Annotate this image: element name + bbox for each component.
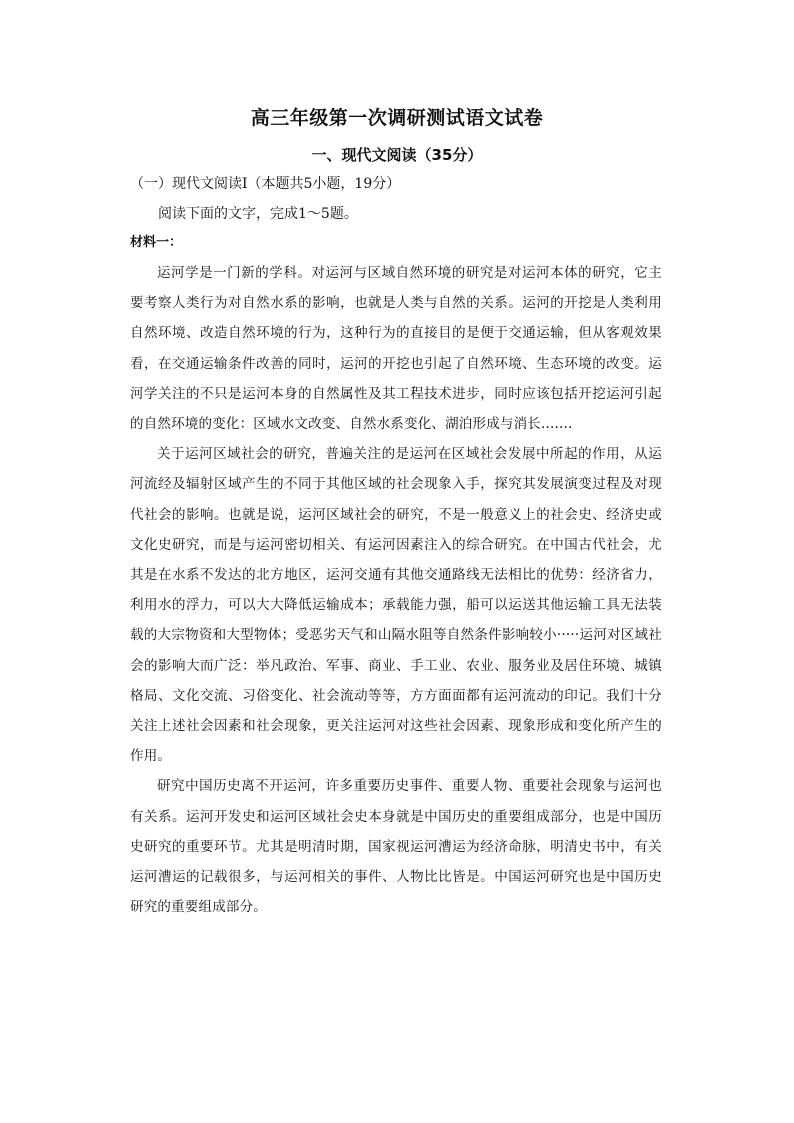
paragraph-3: 研究中国历史离不开运河，许多重要历史事件、重要人物、重要社会现象与运河也有关系。运河开发史和运河区域社会史本身就是中国历史的重要组成部分，也是中国历史研究的重要环节。尤其是明清时期，国家视运河漕运为经济命脉，明清史书中，有关运河漕运的记载很多，与运河相关的事件、人物比比皆是。中国运河研究也是中国历史研究的重要组成部分。 <box>130 778 662 916</box>
section-title: 一、现代文阅读（35分） <box>311 146 483 164</box>
material-label: 材料一： <box>130 235 183 250</box>
paragraph-2: 关于运河区域社会的研究，普遍关注的是运河在区域社会发展中所起的作用，从运河流经及辐射区域产生的不同于其他区域的社会现象入手，探究其发展演变过程及对现代社会的影响。也就是说，运河区域社会的研究，不是一般意义上的社会史、经济史或文化史研究，而是与运河密切相关、有运河因素注入的综合研究。在中国古代社会，尤其是在水系不发达的北方地区，运河交通有其他交通路线无法相比的优势：经济省力，利用水的浮力，可以大大降低运输成本；承载能力强，船可以运送其他运输工具无法装载的大宗物资和大型物体；受恶劣天气和山隔水阻等自然条件影响较小·····运河对区域社会的影响大而广泛：举凡政治、军事、商业、手工业、农业、服务业及居住环境、城镇格局、文化交流、习俗变化、社会流动等等，方方面面都有运河流动的印记。我们十分关注上述社会因素和社会现象，更关注运河对这些社会因素、现象形成和变化所产生的作用。 <box>130 446 662 765</box>
material-body <box>130 258 662 922</box>
subsection-title: （一）现代文阅读Ⅰ（本题共5小题，19分） <box>130 176 401 192</box>
reading-instruction: 阅读下面的文字，完成1～5题。 <box>158 206 358 222</box>
paragraph-1: 运河学是一门新的学科。对运河与区域自然环境的研究是对运河本体的研究，它主要考察人类行为对自然水系的影响，也就是人类与自然的关系。运河的开挖是人类利用自然环境、改造自然环境的行为，这种行为的直接目的是便于交通运输，但从客观效果看，在交通运输条件改善的同时，运河的开挖也引起了自然环境、生态环境的改变。运河学关注的不只是运河本身的自然属性及其工程技术进步，同时应该包括开挖运河引起的自然环境的变化：区域水文改变、自然水系变化、湖泊形成与消长....... <box>130 265 662 433</box>
exam-title: 高三年级第一次调研测试语文试卷 <box>250 107 544 129</box>
